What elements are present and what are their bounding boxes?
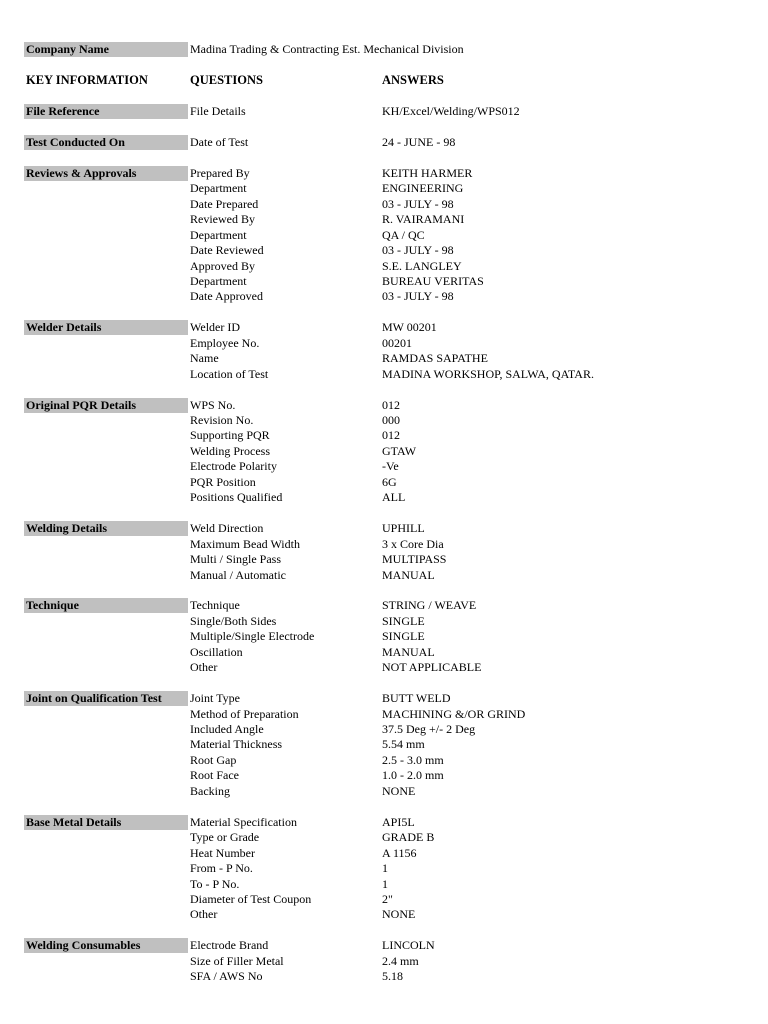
question-cell: Material Thickness [190, 737, 283, 752]
question-cell: SFA / AWS No [190, 969, 263, 984]
table-row [0, 954, 768, 969]
answer-cell: API5L [382, 814, 415, 829]
table-row [0, 181, 768, 196]
question-cell: Department [190, 227, 247, 242]
question-cell: Oscillation [190, 644, 243, 659]
question-cell: Material Specification [190, 814, 297, 829]
table-row [0, 830, 768, 845]
table-row [0, 228, 768, 243]
table-row [0, 938, 768, 953]
table-row [0, 614, 768, 629]
question-cell: Weld Direction [190, 521, 264, 536]
answer-cell: 000 [382, 413, 400, 427]
question-cell: Approved By [190, 258, 255, 273]
section-title: Test Conducted On [24, 135, 188, 150]
question-cell: Employee No. [190, 335, 260, 350]
table-row [0, 336, 768, 351]
table-row [0, 243, 768, 258]
answer-cell: 24 - JUNE - 98 [382, 134, 456, 149]
answer-cell: LINCOLN [382, 938, 435, 953]
section-title: Reviews & Approvals [24, 166, 188, 181]
table-row [0, 475, 768, 490]
question-cell: Technique [190, 598, 240, 613]
answer-cell: NOT APPLICABLE [382, 660, 482, 675]
table-row [0, 722, 768, 737]
question-cell: Backing [190, 783, 230, 798]
answer-cell: SINGLE [382, 629, 425, 644]
question-cell: File Details [190, 104, 246, 118]
answer-cell: 37.5 Deg +/- 2 Deg [382, 722, 476, 736]
table-row [0, 197, 768, 212]
question-cell: Heat Number [190, 845, 255, 860]
question-cell: Electrode Polarity [190, 459, 277, 474]
answer-cell: ALL [382, 490, 406, 505]
section-title: Base Metal Details [24, 815, 188, 830]
question-cell: To - P No. [190, 876, 240, 891]
answer-cell: KEITH HARMER [382, 165, 473, 180]
answer-cell: 2.5 - 3.0 mm [382, 752, 444, 767]
table-row [0, 877, 768, 892]
table-row [0, 629, 768, 644]
question-cell: Included Angle [190, 722, 264, 736]
table-row [0, 598, 768, 613]
answer-cell: 1.0 - 2.0 mm [382, 768, 444, 783]
table-row [0, 444, 768, 459]
question-cell: Location of Test [190, 366, 269, 381]
question-cell: Method of Preparation [190, 706, 299, 721]
table-row [0, 660, 768, 675]
section-title: File Reference [24, 104, 188, 119]
question-cell: Multiple/Single Electrode [190, 629, 315, 644]
answer-cell: 5.54 mm [382, 737, 425, 752]
question-cell: Date Reviewed [190, 243, 264, 257]
question-cell: Department [190, 181, 247, 196]
table-row [0, 846, 768, 861]
table-row [0, 753, 768, 768]
answer-cell: 1 [382, 876, 388, 891]
table-row [0, 707, 768, 722]
question-cell: WPS No. [190, 397, 236, 412]
table-row [0, 490, 768, 505]
table-row [0, 320, 768, 335]
question-cell: Supporting PQR [190, 428, 270, 443]
answer-cell: SINGLE [382, 613, 425, 628]
section-title: Technique [24, 598, 188, 613]
answer-cell: 00201 [382, 335, 412, 350]
table-row [0, 259, 768, 274]
table-row [0, 289, 768, 304]
question-cell: Date Approved [190, 289, 263, 304]
table-row [0, 691, 768, 706]
answer-cell: MANUAL [382, 644, 435, 659]
question-cell: Joint Type [190, 691, 240, 706]
table-row [0, 784, 768, 799]
table-row [0, 274, 768, 289]
answer-cell: MULTIPASS [382, 552, 447, 566]
answer-cell: R. VAIRAMANI [382, 212, 465, 227]
answer-cell: A 1156 [382, 845, 417, 860]
question-cell: Single/Both Sides [190, 613, 277, 628]
question-cell: PQR Position [190, 474, 256, 489]
answer-cell: KH/Excel/Welding/WPS012 [382, 104, 520, 118]
answer-cell: 5.18 [382, 969, 403, 984]
answer-cell: MADINA WORKSHOP, SALWA, QATAR. [382, 366, 594, 381]
question-cell: Prepared By [190, 165, 250, 180]
answer-cell: 012 [382, 428, 400, 443]
table-row [0, 459, 768, 474]
company-row [0, 42, 768, 57]
table-row [0, 861, 768, 876]
column-header-row [0, 73, 768, 88]
question-cell: Maximum Bead Width [190, 536, 300, 551]
table-row [0, 413, 768, 428]
table-row [0, 428, 768, 443]
table-row [0, 892, 768, 907]
table-row [0, 969, 768, 984]
table-row [0, 768, 768, 783]
answer-cell: BUTT WELD [382, 691, 451, 706]
company-value: Madina Trading & Contracting Est. Mechanical Division [190, 42, 464, 56]
question-cell: Reviewed By [190, 212, 255, 227]
answer-cell: RAMDAS SAPATHE [382, 351, 488, 366]
answer-cell: 2" [382, 891, 393, 906]
table-row [0, 737, 768, 752]
table-row [0, 537, 768, 552]
answer-cell: S.E. LANGLEY [382, 258, 462, 273]
answer-cell: MACHINING &/OR GRIND [382, 706, 526, 721]
question-cell: Date Prepared [190, 196, 259, 211]
answer-cell: 1 [382, 861, 388, 875]
answer-cell: UPHILL [382, 521, 425, 536]
answer-cell: 03 - JULY - 98 [382, 289, 454, 304]
question-cell: Multi / Single Pass [190, 552, 282, 566]
question-cell: Name [190, 351, 219, 366]
section-title: Welder Details [24, 320, 188, 335]
table-row [0, 166, 768, 181]
question-cell: Manual / Automatic [190, 567, 286, 582]
answer-cell: 03 - JULY - 98 [382, 243, 454, 257]
question-cell: Welding Process [190, 443, 271, 458]
section-title: Original PQR Details [24, 398, 188, 413]
answer-cell: QA / QC [382, 227, 425, 242]
table-row [0, 815, 768, 830]
answer-cell: GTAW [382, 443, 417, 458]
header-questions: QUESTIONS [190, 73, 263, 87]
question-cell: Positions Qualified [190, 490, 283, 505]
table-row [0, 907, 768, 922]
answer-cell: BUREAU VERITAS [382, 273, 484, 288]
table-row [0, 351, 768, 366]
question-cell: From - P No. [190, 861, 253, 875]
question-cell: Root Gap [190, 752, 237, 767]
question-cell: Other [190, 907, 218, 922]
table-row [0, 212, 768, 227]
answer-cell: MANUAL [382, 567, 435, 582]
answer-cell: MW 00201 [382, 320, 437, 335]
header-answers: ANSWERS [382, 73, 444, 87]
answer-cell: 3 x Core Dia [382, 536, 444, 551]
company-label: Company Name [24, 42, 188, 57]
question-cell: Diameter of Test Coupon [190, 891, 312, 906]
section-title: Welding Consumables [24, 938, 188, 953]
question-cell: Other [190, 660, 218, 675]
question-cell: Revision No. [190, 413, 254, 427]
table-row [0, 398, 768, 413]
question-cell: Root Face [190, 768, 239, 783]
question-cell: Type or Grade [190, 830, 260, 845]
table-row [0, 552, 768, 567]
answer-cell: -Ve [382, 459, 399, 474]
table-row [0, 568, 768, 583]
answer-cell: ENGINEERING [382, 181, 464, 196]
answer-cell: 012 [382, 397, 400, 412]
answer-cell: NONE [382, 783, 416, 798]
answer-cell: STRING / WEAVE [382, 598, 477, 613]
answer-cell: 03 - JULY - 98 [382, 196, 454, 211]
table-row [0, 367, 768, 382]
answer-cell: 6G [382, 474, 397, 489]
answer-cell: 2.4 mm [382, 953, 419, 968]
section-title: Welding Details [24, 521, 188, 536]
table-row [0, 104, 768, 119]
question-cell: Electrode Brand [190, 938, 269, 953]
question-cell: Date of Test [190, 134, 249, 149]
question-cell: Department [190, 273, 247, 288]
header-key-information: KEY INFORMATION [26, 73, 148, 87]
table-row [0, 645, 768, 660]
answer-cell: NONE [382, 907, 416, 922]
answer-cell: GRADE B [382, 830, 435, 845]
question-cell: Welder ID [190, 320, 241, 335]
section-title: Joint on Qualification Test [24, 691, 188, 706]
table-row [0, 521, 768, 536]
table-row [0, 135, 768, 150]
question-cell: Size of Filler Metal [190, 953, 284, 968]
